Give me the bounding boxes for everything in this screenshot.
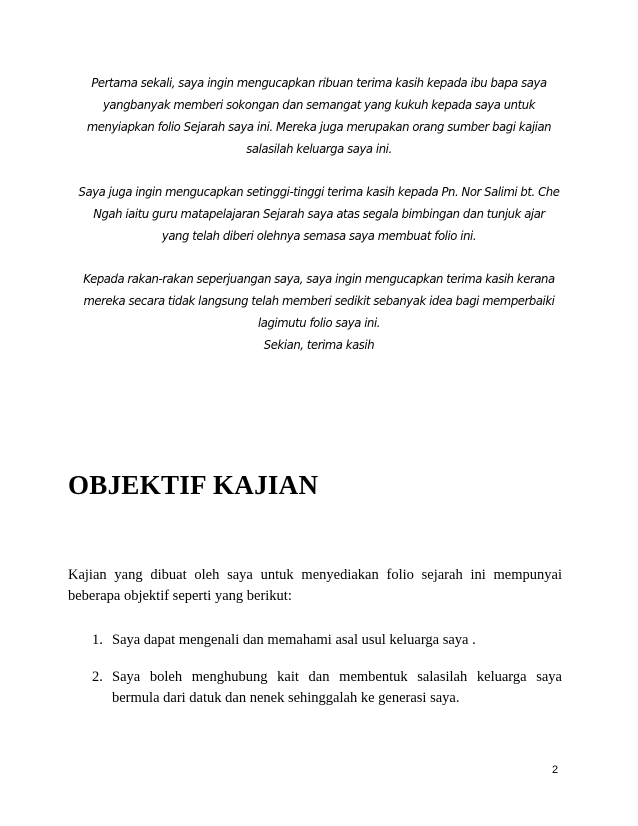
list-item [92, 667, 562, 709]
acknowledgement-paragraph: Kepada rakan-rakan seperjuangan saya, saya ingin mengucapkan terima kasih kerana mereka secara tidak langsung telah memberi sedikit sebanyak idea bagi memperbaiki lagimutu folio saya ini. [83, 271, 555, 330]
list-item-text: Saya dapat mengenali dan memahami asal usul keluarga saya . [112, 632, 476, 648]
section-title: OBJEKTIF KAJIAN [68, 470, 319, 500]
list-item-number: 1. [92, 632, 103, 648]
page-number: 2 [552, 764, 559, 776]
list-item [92, 630, 562, 651]
acknowledgement-section [78, 72, 560, 356]
objectives-list [92, 630, 562, 725]
section-intro: Kajian yang dibuat oleh saya untuk menyediakan folio sejarah ini mempunyai beberapa objektif seperti yang berikut: [68, 567, 562, 604]
acknowledgement-paragraph: Saya juga ingin mengucapkan setinggi-tinggi terima kasih kepada Pn. Nor Salimi bt. Che Ngah iaitu guru matapelajaran Sejarah saya atas segala bimbingan dan tunjuk ajar yang telah diberi olehnya semasa saya membuat folio ini. [78, 184, 560, 243]
list-item-text: Saya boleh menghubung kait dan membentuk salasilah keluarga saya bermula dari datuk dan nenek sehinggalah ke generasi saya. [112, 669, 562, 706]
list-item-number: 2. [92, 669, 103, 685]
acknowledgement-paragraph: Pertama sekali, saya ingin mengucapkan ribuan terima kasih kepada ibu bapa saya yangbanyak memberi sokongan dan semangat yang kukuh kepada saya untuk menyiapkan folio Sejarah saya ini. Mereka juga merupakan orang sumber bagi kajian salasilah keluarga saya ini. [86, 75, 552, 156]
acknowledgement-closing: Sekian, terima kasih [263, 337, 375, 352]
